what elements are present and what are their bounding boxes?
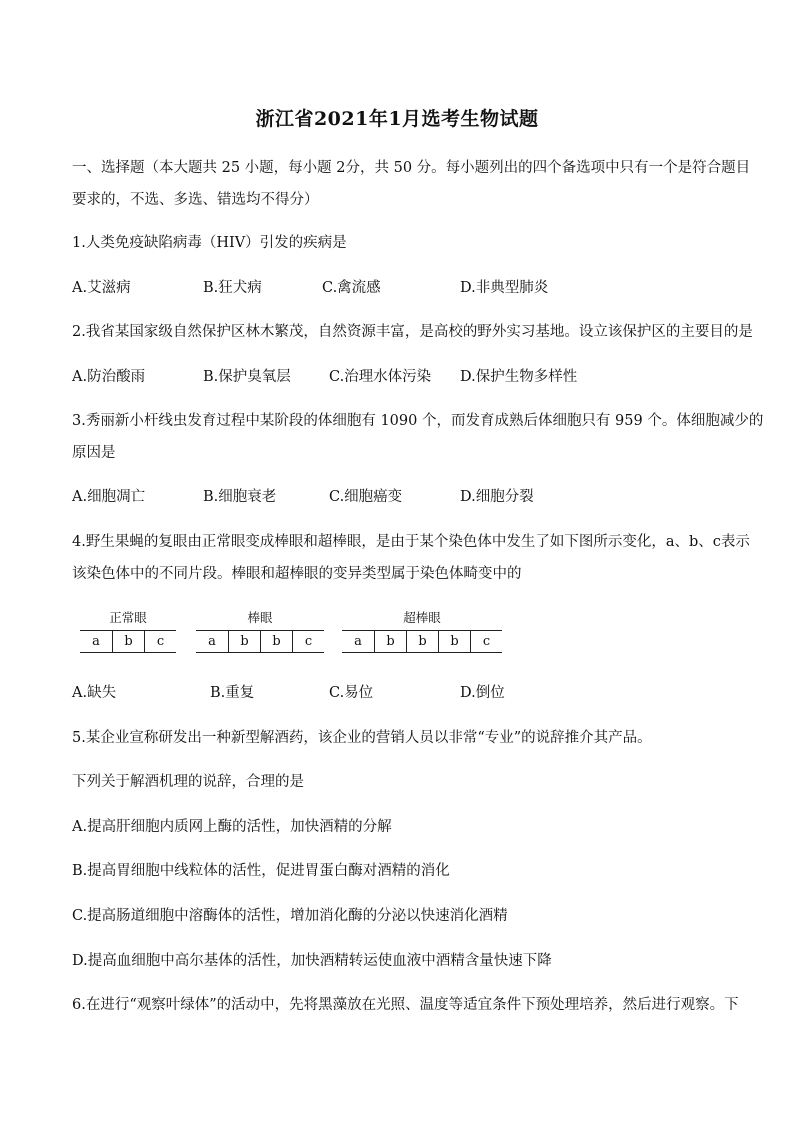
q1-option-d: D.非典型肺炎 (460, 280, 549, 296)
question-4-stem-line1: 4.野生果蝇的复眼由正常眼变成棒眼和超棒眼，是由于某个染色体中发生了如下图所示变化，a、b、c表示 (72, 534, 750, 550)
question-2-stem: 2.我省某国家级自然保护区林木繁茂，自然资源丰富，是高校的野外实习基地。设立该保护区的主要目的是 (72, 324, 753, 340)
segment-b: b (228, 631, 260, 652)
q1-option-b: B.狂犬病 (203, 280, 262, 296)
q4-option-a: A.缺失 (72, 685, 117, 701)
question-5-stem-line1: 5.某企业宣称研发出一种新型解酒药，该企业的营销人员以非常“专业”的说辞推介其产品。 (72, 730, 652, 746)
q1-option-a: A.艾滋病 (72, 280, 131, 296)
q1-option-c: C.禽流感 (322, 280, 381, 296)
ultrabar-eye-chromosome (342, 630, 502, 653)
q5-option-a: A.提高肝细胞内质网上酶的活性，加快酒精的分解 (72, 819, 392, 835)
q4-option-c: C.易位 (329, 685, 374, 701)
bar-eye-chromosome (196, 630, 324, 653)
q3-option-d: D.细胞分裂 (460, 489, 534, 505)
bar-eye-label: 棒眼 (247, 610, 273, 625)
ultrabar-eye-label: 超棒眼 (403, 610, 441, 625)
segment-b: b (406, 631, 438, 652)
q3-option-a: A.细胞凋亡 (72, 489, 146, 505)
segment-a: a (92, 634, 100, 649)
q4-option-b: B.重复 (210, 685, 255, 701)
segment-a: a (354, 634, 362, 649)
section-instructions-line1: 一、选择题（本大题共 25 小题，每小题 2分，共 50 分。每小题列出的四个备选项中只有一个是符合题目 (72, 160, 751, 176)
normal-eye-label: 正常眼 (109, 610, 147, 625)
question-5-stem-line2: 下列关于解酒机理的说辞，合理的是 (72, 774, 304, 790)
question-3-stem-line1: 3.秀丽新小杆线虫发育过程中某阶段的体细胞有 1090 个，而发育成熟后体细胞只有 959 个。体细胞减少的 (72, 413, 764, 429)
q5-option-c: C.提高肠道细胞中溶酶体的活性，增加消化酶的分泌以快速消化酒精 (72, 908, 508, 924)
q3-option-c: C.细胞癌变 (329, 489, 403, 505)
q5-option-d: D.提高血细胞中高尔基体的活性，加快酒精转运使血液中酒精含量快速下降 (72, 953, 552, 969)
section-instructions-line2: 要求的，不选、多选、错选均不得分） (72, 192, 319, 208)
chromosome-diagram (72, 608, 552, 656)
segment-c: c (292, 631, 324, 652)
question-6-stem-line1: 6.在进行“观察叶绿体”的活动中，先将黑藻放在光照、温度等适宜条件下预处理培养，然后进行观察。下 (72, 997, 739, 1013)
segment-c: c (470, 631, 502, 652)
q2-option-b: B.保护臭氧层 (203, 369, 291, 385)
q4-option-d: D.倒位 (460, 685, 505, 701)
q2-option-c: C.治理水体污染 (329, 369, 432, 385)
segment-a: a (208, 634, 216, 649)
q3-option-b: B.细胞衰老 (203, 489, 277, 505)
segment-b: b (438, 631, 470, 652)
segment-b: b (112, 631, 144, 652)
q2-option-a: A.防治酸雨 (72, 369, 146, 385)
normal-eye-chromosome (80, 630, 176, 653)
segment-b: b (374, 631, 406, 652)
question-3-stem-line2: 原因是 (72, 445, 116, 461)
page-title: 浙江省2021年1月选考生物试题 (255, 108, 539, 130)
q5-option-b: B.提高胃细胞中线粒体的活性，促进胃蛋白酶对酒精的消化 (72, 863, 450, 879)
segment-c: c (144, 631, 176, 652)
question-4-stem-line2: 该染色体中的不同片段。棒眼和超棒眼的变异类型属于染色体畸变中的 (72, 566, 522, 582)
segment-b: b (260, 631, 292, 652)
q2-option-d: D.保护生物多样性 (460, 369, 578, 385)
question-1-stem: 1.人类免疫缺陷病毒（HIV）引发的疾病是 (72, 235, 347, 251)
